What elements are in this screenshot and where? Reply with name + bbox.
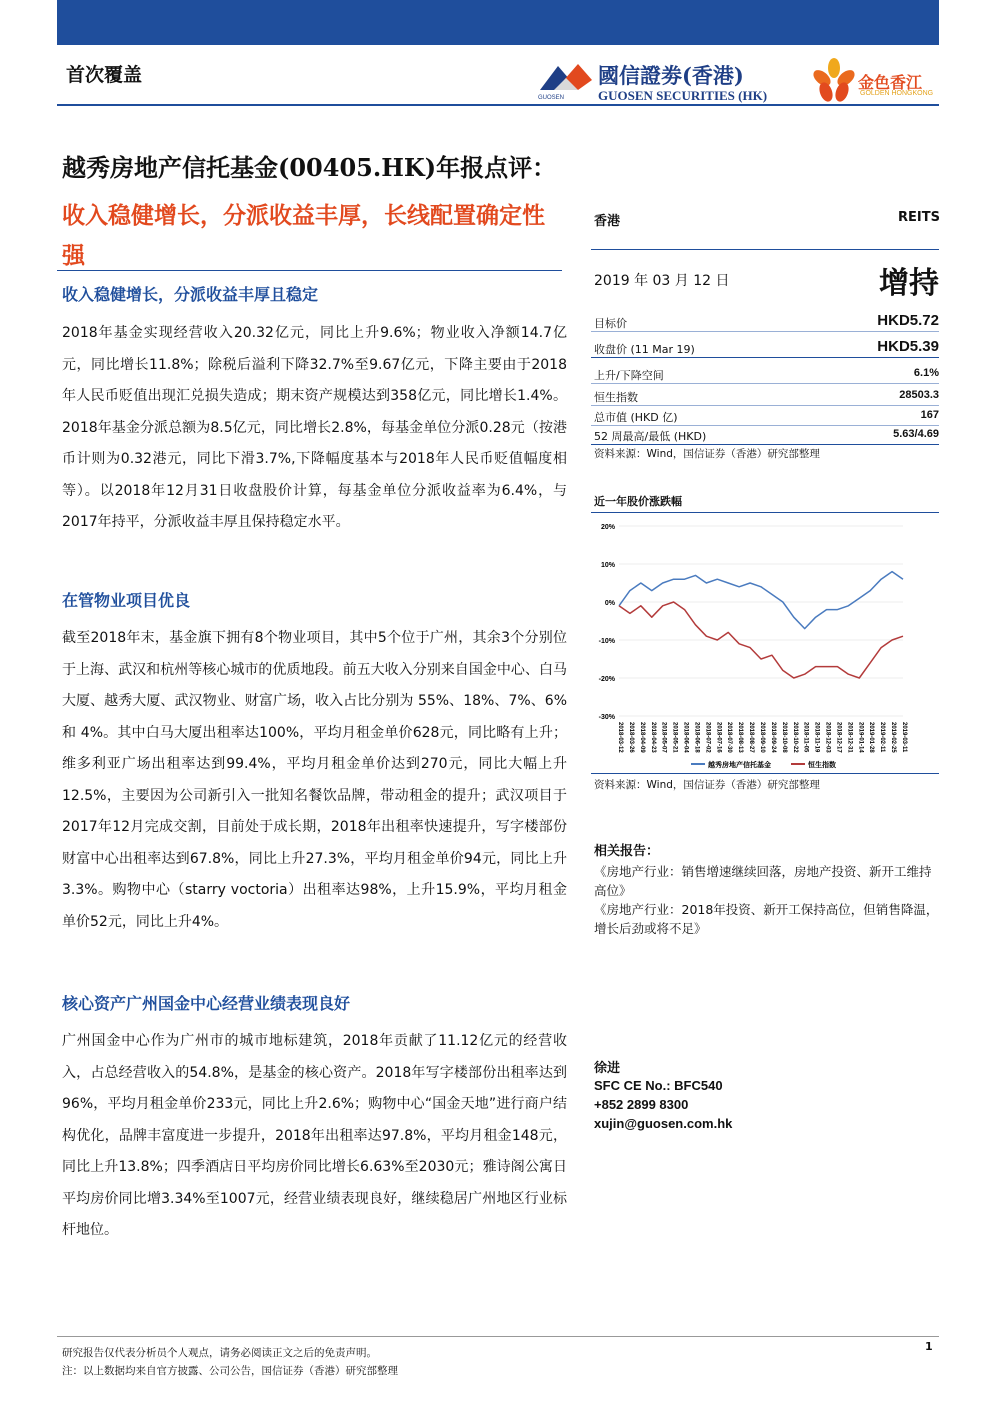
- data-source-note: 注：以上数据均来自官方披露、公司公告，国信证券（香港）研究部整理: [62, 1365, 398, 1377]
- x-tick-label: 2018-06-04: [682, 722, 689, 753]
- metric-value: 5.63/4.69: [893, 428, 939, 440]
- x-tick-label: 2018-03-12: [617, 722, 623, 753]
- metric-row-52w-range: [591, 425, 939, 445]
- x-tick-label: 2018-04-23: [649, 722, 656, 753]
- metric-label: 上升/下降空间: [594, 369, 664, 382]
- analyst-sfc-number: SFC CE No.: BFC540: [594, 1078, 723, 1093]
- metric-value: 167: [920, 409, 939, 421]
- section-heading: 收入稳健增长，分派收益丰厚且稳定: [62, 285, 319, 304]
- section-body: 广州国金中心作为广州市的城市地标建筑，2018年贡献了11.12亿元的经营收入，占总经营收入的54.8%，是基金的核心资产。2018年写字楼部份出租率达到96%，平均月租金单价233元，同比上升2.6%；购物中心“国金天地”进行商户结构优化，品牌丰富度进一步提升，2018年出租率达97.8%，平均月租金148元，同比上升13.8%；四季酒店日平均房价同比增长6.63%至2030元；雅诗阁公寓日平均房价同比增3.34%至1007元，经营业绩表现良好，继续稳居广州地区行业标杆地位。: [62, 1033, 567, 1238]
- disclaimer-note: 研究报告仅代表分析员个人观点，请务必阅读正文之后的免责声明。: [62, 1347, 377, 1359]
- analyst-name: 徐进: [594, 1061, 621, 1076]
- x-tick-label: 2019-03-11: [901, 722, 907, 753]
- y-tick-label: 10%: [600, 562, 615, 569]
- x-tick-label: 2018-06-18: [693, 722, 700, 753]
- sector-label: REITS: [898, 210, 940, 225]
- analyst-phone: +852 2899 8300: [594, 1097, 689, 1112]
- x-tick-label: 2018-09-10: [759, 722, 765, 753]
- guosen-logo: [536, 58, 800, 104]
- doc-type-label: 首次覆盖: [66, 64, 143, 86]
- chart-divider: [591, 773, 939, 774]
- x-tick-label: 2018-03-26: [627, 722, 634, 753]
- x-tick-label: 2018-04-09: [638, 722, 645, 753]
- x-tick-label: 2018-07-16: [715, 722, 722, 753]
- chart-title: 近一年股价涨跌幅: [594, 495, 682, 508]
- series-line: [619, 572, 903, 629]
- rating-badge: 增持: [879, 266, 939, 301]
- section-body: 截至2018年末，基金旗下拥有8个物业项目，其中5个位于广州，其余3个分别位于上海、武汉和杭州等核心城市的优质地段。前五大收入分别来自国金中心、白马大厦、越秀大厦、武汉物业、财富广场，收入占比分别为 55%、18%、7%、6%和 4%。其中白马大厦出租率达100%，平均月租金单价628元，同比略有上升；维多利亚广场出租率达到99.4%，平均月租金单价达到270元，同比大幅上升12.5%，主要因为公司新引入一批知名餐饮品牌，带动租金的提升；武汉项目于2017年12月完成交割，目前处于成长期，2018年出租率快速提升，写字楼部份财富中心出租率达到67.8%，同比上升27.3%，平均月租金单价94元，同比上升3.3%。购物中心（starry voctoria）出租率达98%，上升15.9%，平均月租金单价52元，同比上升4%。: [62, 630, 567, 930]
- x-tick-label: 2018-09-24: [769, 722, 776, 753]
- x-tick-label: 2018-05-07: [660, 722, 667, 753]
- golden-hongkong-logo: [810, 58, 942, 104]
- guosen-name-en: GUOSEN SECURITIES (HK): [598, 88, 768, 103]
- x-tick-label: 2018-08-13: [737, 722, 744, 753]
- legend-label: 越秀房地产信托基金: [708, 761, 771, 769]
- section-heading: 在管物业项目优良: [62, 591, 191, 610]
- metric-row-close-price: [591, 338, 939, 358]
- x-tick-label: 2018-10-08: [780, 722, 787, 753]
- metric-label: 52 周最高/最低 (HKD): [594, 430, 707, 443]
- header-divider: [57, 104, 939, 106]
- x-tick-label: 2019-02-25: [890, 722, 897, 753]
- related-reports-heading: 相关报告：: [594, 844, 660, 859]
- x-tick-label: 2019-01-28: [868, 722, 875, 753]
- metric-row-market-cap: [591, 406, 939, 426]
- metric-row-upside: [591, 364, 939, 384]
- report-date: 2019 年 03 月 12 日: [594, 273, 730, 289]
- metric-row-hsi: [591, 386, 939, 406]
- legend-label: 恒生指数: [808, 761, 836, 769]
- footer-divider: [57, 1336, 939, 1337]
- x-tick-label: 2018-07-30: [726, 722, 733, 753]
- y-tick-label: -10%: [598, 638, 615, 645]
- golden-name-cn: 金色香江: [858, 73, 923, 92]
- source-note: 资料来源：Wind，国信证券（香港）研究部整理: [594, 779, 820, 791]
- report-subtitle: 收入稳健增长，分派收益丰厚，长线配置确定性强: [62, 202, 545, 269]
- metric-label: 收盘价 (11 Mar 19): [594, 343, 695, 356]
- guosen-sub-text: GUOSEN: [538, 95, 565, 101]
- x-tick-label: 2018-10-22: [791, 722, 798, 753]
- x-tick-label: 2019-01-14: [857, 722, 864, 753]
- market-region: 香港: [594, 214, 621, 229]
- source-note: 资料来源：Wind，国信证券（香港）研究部整理: [594, 448, 820, 460]
- section-heading: 核心资产广州国金中心经营业绩表现良好: [62, 994, 351, 1013]
- x-tick-label: 2019-02-11: [879, 722, 886, 753]
- x-tick-label: 2018-12-17: [835, 722, 842, 753]
- guosen-name-cn: 國信證劵(香港): [598, 63, 744, 88]
- golden-name-en: GOLDEN HONGKONG: [860, 90, 934, 97]
- y-tick-label: -20%: [598, 676, 615, 683]
- metric-row-target-price: [591, 312, 939, 332]
- section-body: 2018年基金实现经营收入20.32亿元，同比上升9.6%；物业收入净额14.7亿元，同比增长11.8%；除税后溢利下降32.7%至9.67亿元，下降主要由于2018年人民币贬值出现汇兑损失造成；期末资产规模达到358亿元，同比增长1.4%。2018年基金分派总额为8.5亿元，同比增长2.8%，每基金单位分派0.28元（按港币计则为0.32港元，同比下滑3.7%,下降幅度基本与2018年人民币贬值幅度相等）。以2018年12月31日收盘股价计算，每基金单位分派收益率为6.4%，与2017年持平，分派收益丰厚且保持稳定水平。: [62, 325, 567, 530]
- y-tick-label: -30%: [598, 714, 615, 721]
- top-banner: [57, 0, 939, 45]
- sidebar-divider: [591, 249, 939, 250]
- related-report-link[interactable]: 《房地产行业：销售增速继续回落，房地产投资、新开工维持高位》: [594, 864, 932, 898]
- x-tick-label: 2018-12-31: [846, 722, 853, 753]
- x-tick-label: 2018-05-21: [671, 722, 678, 753]
- x-tick-label: 2018-12-03: [824, 722, 831, 753]
- y-tick-label: 20%: [600, 524, 615, 531]
- metric-value: 6.1%: [913, 367, 939, 379]
- x-tick-label: 2018-11-19: [813, 722, 820, 753]
- x-tick-label: 2018-08-27: [748, 722, 755, 753]
- metric-label: 总市值 (HKD 亿): [594, 411, 678, 424]
- chart-divider: [591, 512, 939, 513]
- metric-label: 恒生指数: [594, 391, 638, 404]
- metric-value: HKD5.72: [877, 312, 939, 329]
- y-tick-label: 0%: [604, 600, 615, 607]
- price-chart: [591, 516, 939, 772]
- x-tick-label: 2018-07-02: [704, 722, 711, 753]
- title-divider: [57, 270, 562, 271]
- analyst-email-link[interactable]: xujin@guosen.com.hk: [594, 1116, 733, 1131]
- x-tick-label: 2018-11-05: [802, 722, 809, 753]
- related-report-link[interactable]: 《房地产行业：2018年投资、新开工保持高位，但销售降温，增长后劲或将不足》: [594, 902, 939, 936]
- golden-flower-icon: [810, 58, 858, 104]
- report-title: 越秀房地产信托基金(00405.HK)年报点评：: [62, 153, 557, 182]
- page-number: 1: [925, 1340, 933, 1353]
- metric-label: 目标价: [594, 317, 627, 330]
- metric-value: 28503.3: [899, 389, 939, 401]
- metric-value: HKD5.39: [877, 338, 939, 355]
